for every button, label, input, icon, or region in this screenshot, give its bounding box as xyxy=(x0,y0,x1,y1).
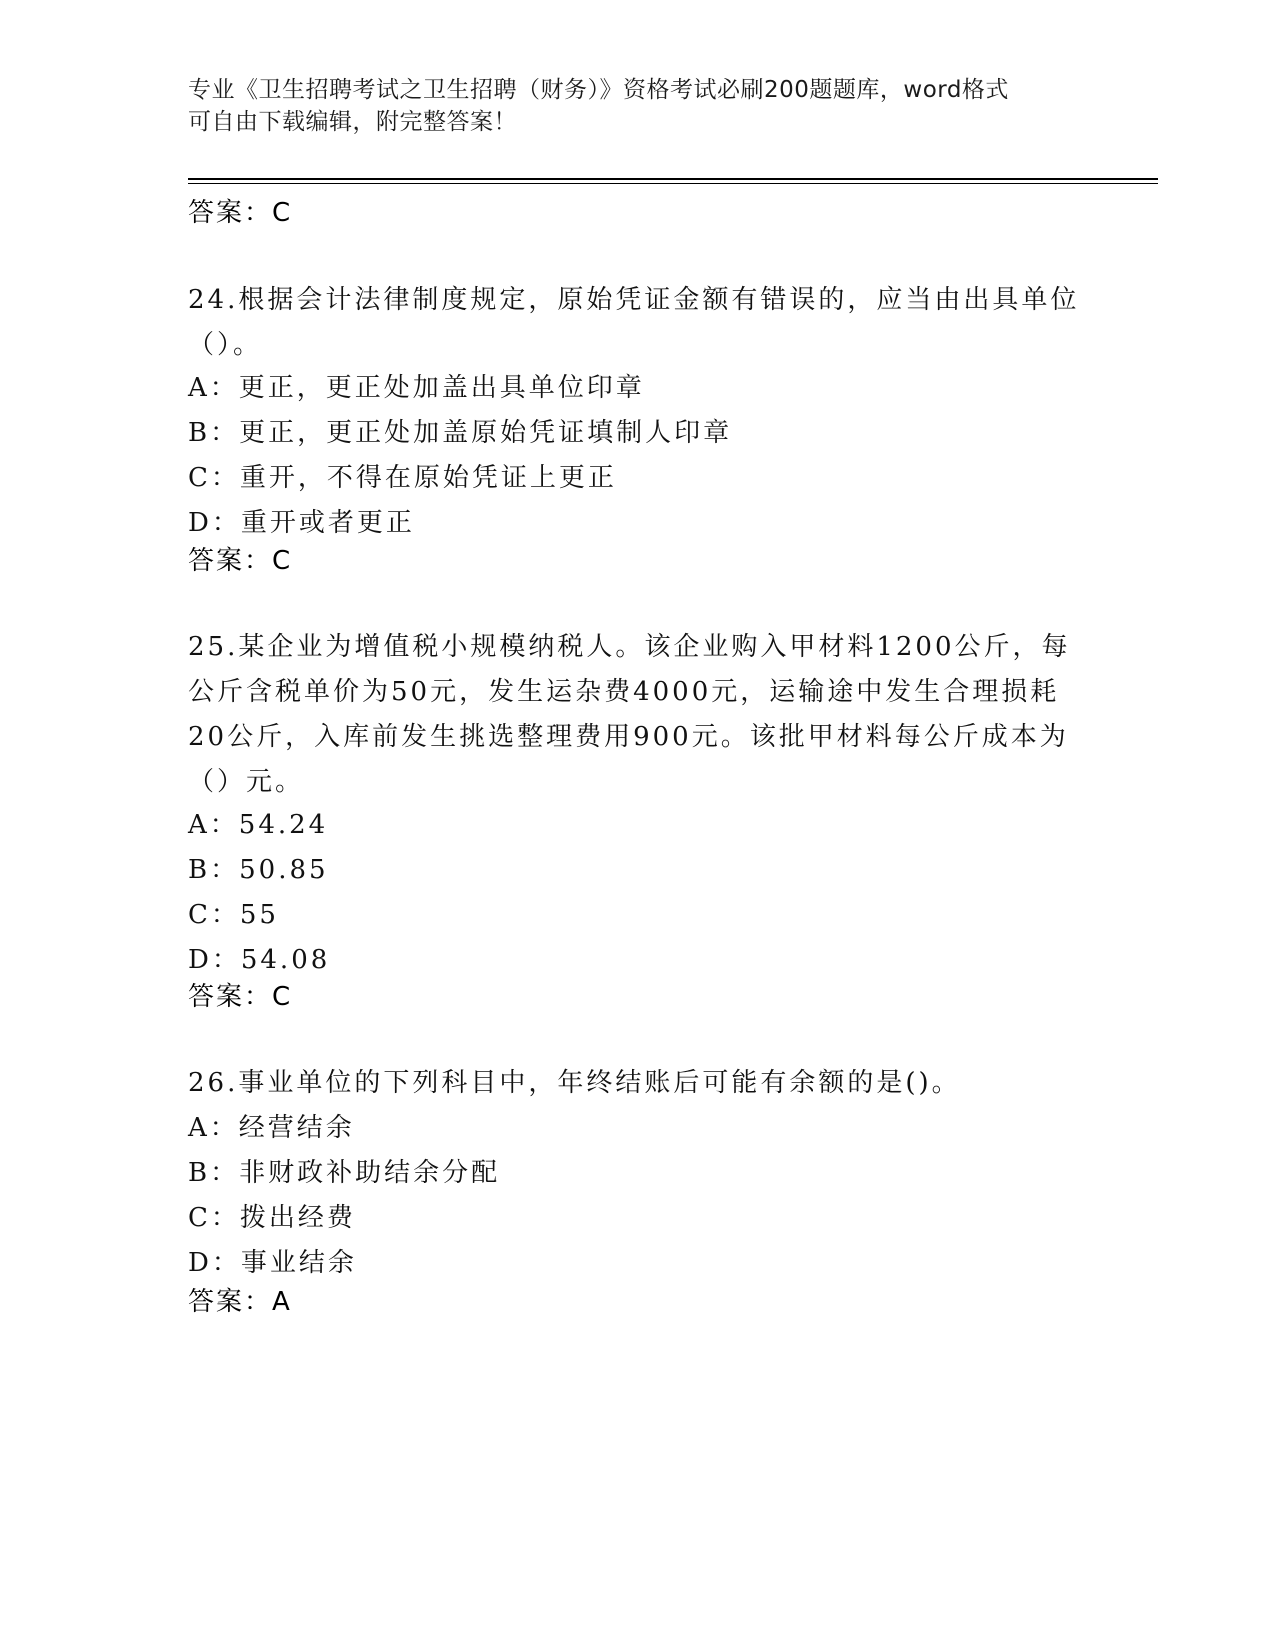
question-26-stem xyxy=(188,1061,1088,1106)
option-b: B：更正，更正处加盖原始凭证填制人印章 xyxy=(188,418,733,448)
question-24-stem xyxy=(188,278,1088,368)
header-line-2: 可自由下载编辑，附完整答案！ xyxy=(188,109,517,135)
option-b: B：非财政补助结余分配 xyxy=(188,1158,501,1188)
option-d: D：事业结余 xyxy=(188,1248,357,1278)
question-25-stem xyxy=(188,625,1088,805)
question-line: 24.根据会计法律制度规定，原始凭证金额有错误的，应当由出具单位 xyxy=(188,285,1080,315)
header-line-1: 专业《卫生招聘考试之卫生招聘（财务）》资格考试必刷200题题库，word格式 xyxy=(188,77,1009,103)
question-24-options xyxy=(188,366,1088,546)
question-line: 公斤含税单价为50元，发生运杂费4000元，运输途中发生合理损耗 xyxy=(188,677,1060,707)
question-line: 26.事业单位的下列科目中，年终结账后可能有余额的是()。 xyxy=(188,1068,961,1098)
question-26-options xyxy=(188,1106,1088,1286)
document-header xyxy=(188,74,1088,138)
question-25-answer: 答案：C xyxy=(188,982,293,1012)
question-line: （）元。 xyxy=(188,767,305,797)
option-c: C：重开，不得在原始凭证上更正 xyxy=(188,463,617,493)
previous-answer: 答案：C xyxy=(188,198,293,228)
option-d: D：重开或者更正 xyxy=(188,508,415,538)
question-line: 20公斤，入库前发生挑选整理费用900元。该批甲材料每公斤成本为 xyxy=(188,722,1069,752)
option-d: D：54.08 xyxy=(188,945,331,975)
option-a: A：54.24 xyxy=(188,810,329,840)
question-25-options xyxy=(188,803,1088,983)
option-a: A：更正，更正处加盖出具单位印章 xyxy=(188,373,645,403)
header-rule-thick xyxy=(188,178,1158,180)
header-rule-thin xyxy=(188,183,1158,184)
question-24-answer: 答案：C xyxy=(188,546,293,576)
question-line: 25.某企业为增值税小规模纳税人。该企业购入甲材料1200公斤，每 xyxy=(188,632,1071,662)
question-26-answer: 答案：A xyxy=(188,1287,292,1317)
option-a: A：经营结余 xyxy=(188,1113,355,1143)
option-b: B：50.85 xyxy=(188,855,329,885)
question-line: （）。 xyxy=(188,330,263,360)
option-c: C：拨出经费 xyxy=(188,1203,356,1233)
option-c: C：55 xyxy=(188,900,279,930)
